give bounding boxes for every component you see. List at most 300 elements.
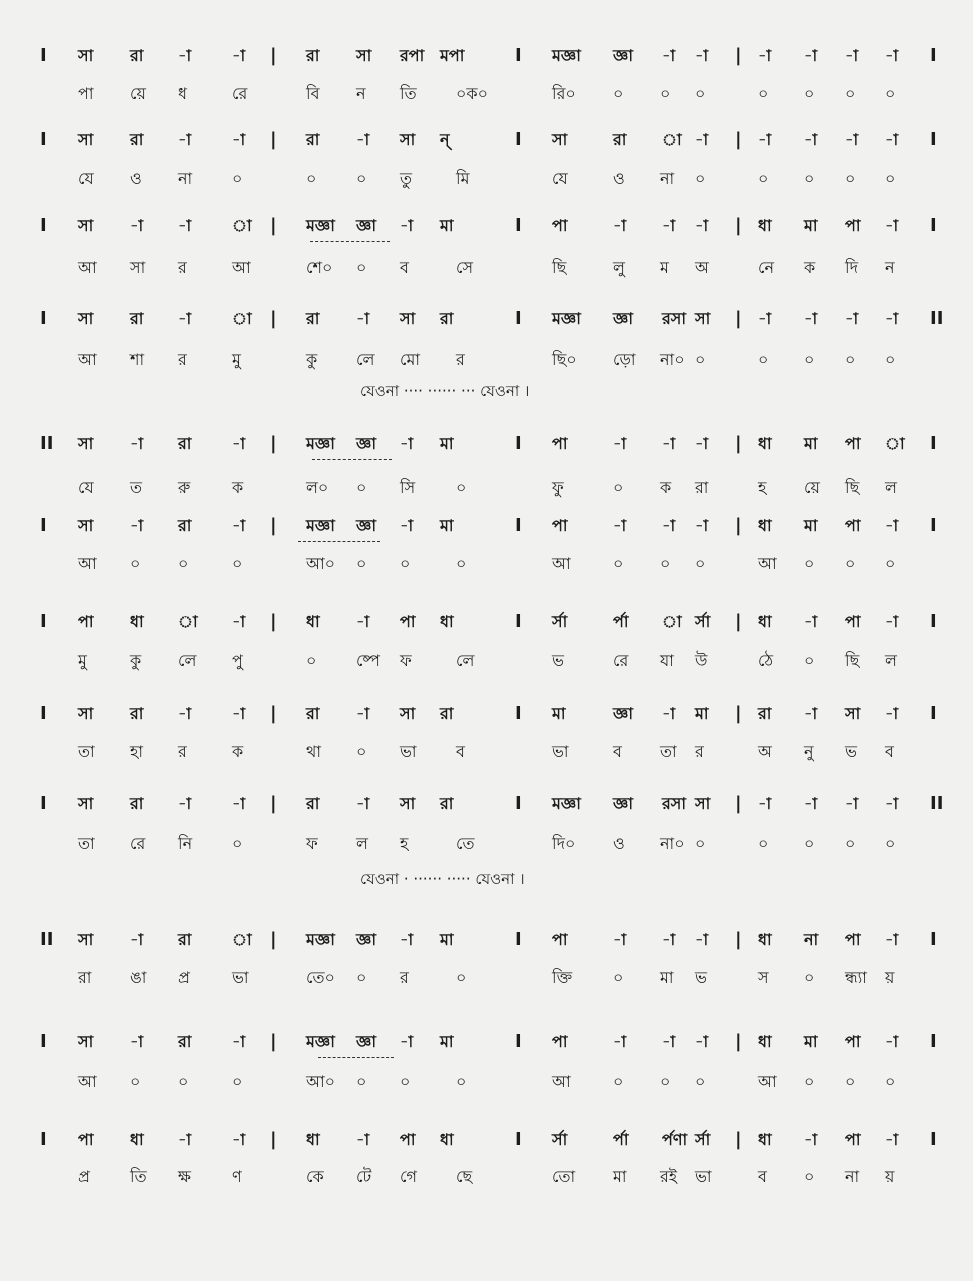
beat-divider: | — [270, 308, 277, 329]
note: -া — [613, 434, 627, 453]
lyric-syllable: মো — [400, 350, 421, 369]
note: -া — [845, 130, 859, 149]
lyric-syllable: ০ — [804, 1167, 815, 1186]
lyric-syllable: ০ — [356, 968, 367, 987]
lyric-syllable: ০ — [845, 834, 856, 853]
note: পা — [845, 516, 861, 535]
lyric-syllable: ব — [400, 258, 409, 277]
lyric-syllable: ০ — [804, 169, 815, 188]
lyric-syllable: ০ — [885, 1072, 896, 1091]
note: -া — [662, 930, 676, 949]
lyric-syllable: ০ — [804, 651, 815, 670]
note: -া — [804, 794, 818, 813]
lyric-syllable: ০ — [178, 554, 189, 573]
section-mark: I — [930, 215, 937, 236]
note: -া — [232, 434, 246, 453]
notation-line — [0, 128, 973, 152]
lyric-syllable: লে — [356, 350, 375, 369]
note: রসা — [662, 794, 687, 813]
lyric-syllable: ফু — [552, 478, 564, 497]
lyric-syllable: ০ — [695, 350, 706, 369]
lyric-syllable: র — [695, 742, 704, 761]
note: মা — [804, 516, 818, 535]
lyric-line — [0, 1165, 973, 1189]
meend-underline — [312, 459, 392, 460]
beat-divider: | — [735, 308, 742, 329]
lyric-syllable: ম — [660, 258, 669, 277]
lyric-syllable: ০ — [356, 554, 367, 573]
section-mark: I — [40, 308, 47, 329]
lyric-syllable: দি — [845, 258, 858, 277]
note: ধা — [758, 612, 772, 631]
lyric-syllable: ছি — [845, 478, 860, 497]
lyric-syllable: ০ — [885, 84, 896, 103]
section-mark: I — [930, 129, 937, 150]
lyric-line — [0, 832, 973, 856]
section-mark: I — [40, 1129, 47, 1150]
lyric-line — [0, 966, 973, 990]
note: মপা — [440, 46, 465, 65]
lyric-syllable: ০ — [885, 169, 896, 188]
lyric-syllable: কে — [306, 1167, 324, 1186]
lyric-syllable: ও — [613, 169, 625, 188]
note: র্সা — [695, 612, 711, 631]
note: -া — [804, 1130, 818, 1149]
note: রা — [306, 309, 320, 328]
lyric-syllable: ০ — [306, 169, 317, 188]
note: জ্ঞা — [356, 516, 376, 535]
lyric-syllable: লে — [178, 651, 197, 670]
notation-line — [0, 1128, 973, 1152]
lyric-syllable: ০ — [804, 834, 815, 853]
note: সা — [695, 794, 711, 813]
lyric-syllable: ০ — [613, 478, 624, 497]
note: া — [232, 930, 252, 949]
lyric-syllable: ক্তি — [552, 968, 573, 987]
lyric-syllable: ল — [885, 651, 897, 670]
lyric-syllable: ০ — [232, 169, 243, 188]
lyric-syllable: ০ — [660, 554, 671, 573]
section-mark: I — [40, 515, 47, 536]
note: রপা — [400, 46, 425, 65]
lyric-syllable: আ — [78, 350, 97, 369]
lyric-syllable: র — [178, 258, 187, 277]
lyric-syllable: ছি০ — [552, 350, 577, 369]
note: -া — [613, 1032, 627, 1051]
lyric-syllable: মু — [78, 651, 87, 670]
note: ন্ — [440, 130, 450, 149]
note: -া — [885, 794, 899, 813]
lyric-syllable: না — [178, 169, 193, 188]
lyric-syllable: ছি — [552, 258, 567, 277]
note: সা — [78, 130, 94, 149]
note: পা — [552, 930, 568, 949]
lyric-syllable: ০ — [885, 350, 896, 369]
note: া — [232, 309, 252, 328]
lyric-syllable: রে — [613, 651, 629, 670]
lyric-syllable: আ০ — [306, 554, 336, 573]
lyric-syllable: না — [845, 1167, 860, 1186]
section-mark: I — [930, 1129, 937, 1150]
note: -া — [845, 46, 859, 65]
lyric-syllable: ০ — [613, 554, 624, 573]
note: পা — [845, 930, 861, 949]
section-mark: I — [40, 215, 47, 236]
note: সা — [356, 46, 372, 65]
lyric-syllable: ষ্পে — [356, 651, 380, 670]
beat-divider: | — [270, 1129, 277, 1150]
lyric-syllable: মি — [456, 169, 470, 188]
lyric-syllable: মু — [232, 350, 241, 369]
section-mark: I — [40, 793, 47, 814]
note: জ্ঞা — [613, 794, 633, 813]
lyric-line — [0, 1070, 973, 1094]
note: জ্ঞা — [613, 704, 633, 723]
lyric-syllable: হা — [130, 742, 144, 761]
note: -া — [400, 216, 414, 235]
section-mark: I — [515, 793, 522, 814]
lyric-syllable: ০ — [845, 554, 856, 573]
note: জ্ঞা — [613, 309, 633, 328]
note: -া — [356, 1130, 370, 1149]
lyric-syllable: ০ — [232, 554, 243, 573]
beat-divider: | — [735, 1129, 742, 1150]
note: -া — [178, 216, 192, 235]
note: রা — [130, 46, 144, 65]
lyric-syllable: ০ — [613, 1072, 624, 1091]
lyric-syllable: য় — [885, 1167, 895, 1186]
lyric-syllable: তা — [660, 742, 677, 761]
lyric-syllable: ০ — [695, 1072, 706, 1091]
note: ধা — [758, 434, 772, 453]
note: -া — [356, 704, 370, 723]
section-mark: I — [40, 611, 47, 632]
lyric-syllable: ন — [356, 84, 366, 103]
note: রা — [440, 794, 454, 813]
refrain-line: যেওনা ···· ······ ··· যেওনা । — [360, 382, 530, 400]
note: -া — [178, 130, 192, 149]
note: -া — [885, 1130, 899, 1149]
lyric-syllable: ভা — [232, 968, 249, 987]
lyric-syllable: ন্ধ্যা — [845, 968, 867, 987]
note: ধা — [758, 216, 772, 235]
note: মজ্ঞা — [306, 434, 335, 453]
beat-divider: | — [270, 611, 277, 632]
lyric-syllable: ল — [885, 478, 897, 497]
note: পা — [78, 612, 94, 631]
note: -া — [885, 704, 899, 723]
note: -া — [400, 930, 414, 949]
note: -া — [232, 612, 246, 631]
beat-divider: | — [735, 703, 742, 724]
note: সা — [78, 1032, 94, 1051]
note: জ্ঞা — [613, 46, 633, 65]
lyric-syllable: ব — [885, 742, 894, 761]
section-mark: I — [930, 433, 937, 454]
section-mark: I — [930, 703, 937, 724]
note: মজ্ঞা — [552, 794, 581, 813]
note: -া — [356, 130, 370, 149]
note: মা — [440, 216, 454, 235]
beat-divider: | — [735, 129, 742, 150]
note: ধা — [758, 930, 772, 949]
lyric-syllable: ক — [232, 742, 244, 761]
note: রসা — [662, 309, 687, 328]
lyric-syllable: না০ — [660, 834, 685, 853]
note: -া — [130, 516, 144, 535]
note: সা — [400, 704, 416, 723]
lyric-syllable: আ — [758, 554, 777, 573]
section-mark: I — [515, 45, 522, 66]
note: সা — [78, 930, 94, 949]
note: রা — [130, 309, 144, 328]
lyric-syllable: রে — [232, 84, 248, 103]
lyric-syllable: ০ — [845, 84, 856, 103]
note: -া — [885, 130, 899, 149]
lyric-syllable: স — [758, 968, 769, 987]
notation-line — [0, 928, 973, 952]
note: -া — [130, 434, 144, 453]
lyric-syllable: আ — [552, 554, 571, 573]
meend-underline — [298, 541, 380, 542]
lyric-syllable: আ — [232, 258, 251, 277]
lyric-line — [0, 167, 973, 191]
lyric-syllable: লু — [613, 258, 625, 277]
note: -া — [613, 930, 627, 949]
note: -া — [356, 309, 370, 328]
notation-line — [0, 307, 973, 331]
lyric-syllable: ধ — [178, 84, 187, 103]
lyric-syllable: ঙা — [130, 968, 147, 987]
note: রা — [178, 930, 192, 949]
section-mark: I — [515, 1031, 522, 1052]
note: -া — [178, 704, 192, 723]
section-mark: II — [930, 793, 944, 814]
note: র্পা — [613, 1130, 629, 1149]
lyric-syllable: ঠে — [758, 651, 774, 670]
note: পা — [845, 216, 861, 235]
lyric-syllable: ০ক০ — [456, 84, 489, 103]
note: -া — [695, 46, 709, 65]
lyric-syllable: কু — [306, 350, 318, 369]
notation-line — [0, 432, 973, 456]
note: -া — [356, 612, 370, 631]
lyric-syllable: ০ — [456, 478, 467, 497]
note: -া — [885, 930, 899, 949]
lyric-syllable: হ — [758, 478, 767, 497]
lyric-line — [0, 256, 973, 280]
note: -া — [804, 309, 818, 328]
lyric-syllable: ০ — [130, 1072, 141, 1091]
note: -া — [662, 46, 676, 65]
note: রা — [613, 130, 627, 149]
note: র্পা — [613, 612, 629, 631]
lyric-syllable: ০ — [356, 742, 367, 761]
note: সা — [400, 794, 416, 813]
lyric-syllable: আ — [78, 1072, 97, 1091]
lyric-syllable: ০ — [804, 554, 815, 573]
meend-underline — [310, 241, 390, 242]
notation-line — [0, 610, 973, 634]
note: সা — [78, 216, 94, 235]
note: পা — [552, 516, 568, 535]
note: -া — [885, 309, 899, 328]
lyric-syllable: অ — [758, 742, 772, 761]
note: -া — [695, 1032, 709, 1051]
note: মজ্ঞা — [552, 46, 581, 65]
lyric-syllable: টে — [356, 1167, 372, 1186]
note: -া — [885, 612, 899, 631]
note: ধা — [440, 612, 454, 631]
lyric-syllable: আ০ — [306, 1072, 336, 1091]
beat-divider: | — [735, 433, 742, 454]
lyric-syllable: প্র — [78, 1167, 90, 1186]
section-mark: I — [930, 1031, 937, 1052]
lyric-syllable: ০ — [758, 169, 769, 188]
note: রা — [306, 704, 320, 723]
note: জ্ঞা — [356, 930, 376, 949]
lyric-syllable: ০ — [456, 1072, 467, 1091]
lyric-line — [0, 476, 973, 500]
note: -া — [695, 216, 709, 235]
notation-line — [0, 1030, 973, 1054]
section-mark: I — [515, 1129, 522, 1150]
note: পা — [400, 1130, 416, 1149]
note: ধা — [758, 516, 772, 535]
note: -া — [356, 794, 370, 813]
note: -া — [695, 930, 709, 949]
note: মা — [804, 1032, 818, 1051]
section-mark: II — [930, 308, 944, 329]
note: সা — [78, 46, 94, 65]
lyric-syllable: ন — [885, 258, 895, 277]
lyric-syllable: ০ — [804, 350, 815, 369]
note: ধা — [130, 612, 144, 631]
note: মা — [804, 434, 818, 453]
lyric-syllable: ০ — [456, 968, 467, 987]
note: মজ্ঞা — [306, 516, 335, 535]
beat-divider: | — [270, 929, 277, 950]
lyric-syllable: ক — [804, 258, 816, 277]
note: মা — [440, 516, 454, 535]
lyric-syllable: ০ — [178, 1072, 189, 1091]
lyric-syllable: ০ — [695, 554, 706, 573]
section-mark: I — [515, 611, 522, 632]
lyric-syllable: ফ — [306, 834, 318, 853]
lyric-line — [0, 740, 973, 764]
lyric-syllable: য়ে — [804, 478, 820, 497]
lyric-syllable: ভ — [695, 968, 707, 987]
lyric-syllable: ছি — [845, 651, 860, 670]
section-mark: I — [930, 929, 937, 950]
lyric-syllable: ভা — [400, 742, 417, 761]
note: রা — [130, 704, 144, 723]
note: জ্ঞা — [356, 216, 376, 235]
note: ধা — [440, 1130, 454, 1149]
note: া — [885, 434, 905, 453]
section-mark: I — [40, 129, 47, 150]
lyric-syllable: ০ — [758, 350, 769, 369]
note: -া — [178, 794, 192, 813]
section-mark: I — [515, 515, 522, 536]
lyric-syllable: ০ — [232, 834, 243, 853]
note: পা — [845, 1130, 861, 1149]
beat-divider: | — [270, 129, 277, 150]
note: -া — [232, 794, 246, 813]
beat-divider: | — [735, 611, 742, 632]
section-mark: I — [515, 929, 522, 950]
lyric-syllable: বি — [306, 84, 320, 103]
note: মা — [804, 216, 818, 235]
lyric-syllable: রা — [695, 478, 709, 497]
note: া — [662, 130, 682, 149]
note: -া — [130, 930, 144, 949]
note: -া — [232, 46, 246, 65]
lyric-syllable: প্র — [178, 968, 190, 987]
note: মা — [440, 434, 454, 453]
lyric-syllable: যা — [660, 651, 674, 670]
note: র্সা — [552, 1130, 568, 1149]
lyric-syllable: ০ — [845, 350, 856, 369]
beat-divider: | — [735, 515, 742, 536]
lyric-syllable: হ — [400, 834, 409, 853]
note: পা — [845, 434, 861, 453]
note: জ্ঞা — [356, 434, 376, 453]
lyric-syllable: দি০ — [552, 834, 576, 853]
note: না — [804, 930, 819, 949]
lyric-syllable: ভা — [552, 742, 569, 761]
lyric-syllable: সে — [456, 258, 474, 277]
lyric-syllable: তু — [400, 169, 413, 188]
note: -া — [613, 516, 627, 535]
note: পা — [552, 434, 568, 453]
note: মজ্ঞা — [306, 216, 335, 235]
lyric-line — [0, 348, 973, 372]
lyric-syllable: ০ — [695, 84, 706, 103]
note: র্পণা — [662, 1130, 688, 1149]
lyric-syllable: না০ — [660, 350, 685, 369]
lyric-syllable: ০ — [356, 258, 367, 277]
lyric-syllable: র — [178, 742, 187, 761]
lyric-syllable: ০ — [456, 554, 467, 573]
note: মা — [440, 930, 454, 949]
lyric-syllable: ব — [613, 742, 622, 761]
note: পা — [78, 1130, 94, 1149]
note: -া — [885, 1032, 899, 1051]
lyric-syllable: তা — [78, 742, 95, 761]
lyric-syllable: র — [400, 968, 409, 987]
lyric-syllable: ০ — [232, 1072, 243, 1091]
note: -া — [885, 516, 899, 535]
lyric-syllable: ও — [130, 169, 142, 188]
beat-divider: | — [735, 1031, 742, 1052]
lyric-syllable: কু — [130, 651, 142, 670]
note: -া — [130, 1032, 144, 1051]
note: -া — [804, 612, 818, 631]
lyric-syllable: ০ — [804, 1072, 815, 1091]
lyric-syllable: মা — [660, 968, 674, 987]
note: রা — [758, 704, 772, 723]
note: -া — [758, 130, 772, 149]
lyric-syllable: ০ — [660, 1072, 671, 1091]
note: -া — [232, 1130, 246, 1149]
notation-line — [0, 792, 973, 816]
beat-divider: | — [270, 45, 277, 66]
lyric-syllable: ০ — [758, 84, 769, 103]
lyric-syllable: ০ — [845, 169, 856, 188]
note: মজ্ঞা — [306, 1032, 335, 1051]
lyric-syllable: গে — [400, 1167, 417, 1186]
